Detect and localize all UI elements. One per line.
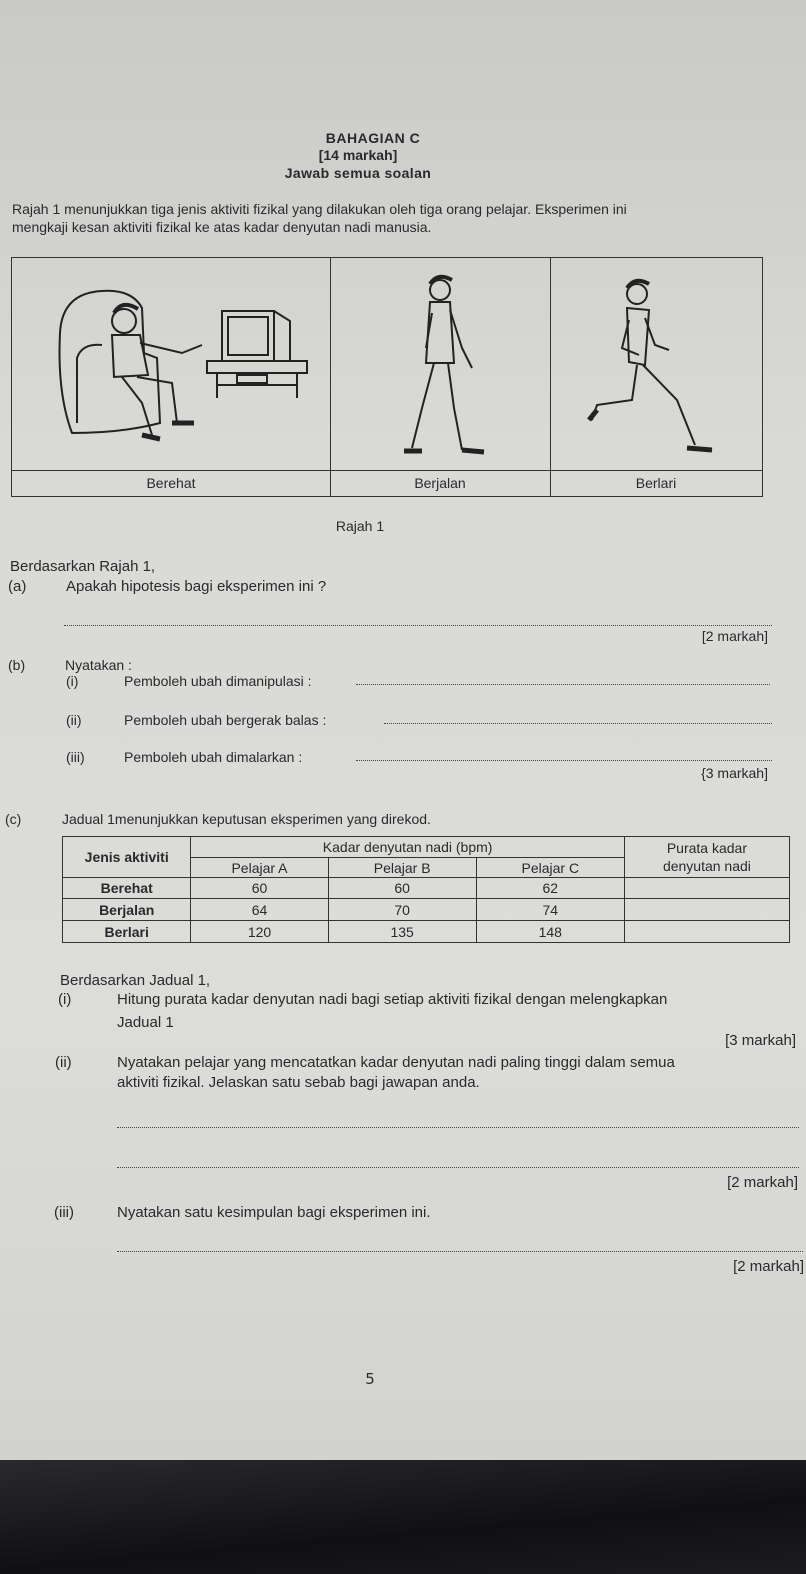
average-answer-cell[interactable]	[624, 921, 789, 943]
value-cell: 62	[476, 878, 624, 899]
answer-line-c-ii-2[interactable]	[117, 1166, 799, 1168]
question-c-iii-label: (iii)	[54, 1204, 74, 1221]
section-marks: [14 markah]	[318, 147, 398, 163]
figure-divider	[330, 258, 331, 496]
question-c-iii-marks: [2 markah]	[733, 1258, 804, 1275]
question-c-iii-text: Nyatakan satu kesimpulan bagi eksperimen ini.	[117, 1204, 431, 1221]
caption-berjalan: Berjalan	[330, 470, 550, 496]
answer-line-a[interactable]	[64, 624, 772, 626]
table-row	[63, 899, 790, 921]
figure-title: Rajah 1	[335, 518, 385, 534]
question-b-ii-label: (ii)	[66, 712, 82, 728]
question-c-i-label: (i)	[58, 991, 72, 1008]
answer-line-b-i[interactable]	[356, 683, 770, 685]
caption-berlari: Berlari	[550, 470, 762, 496]
header-jenis-aktiviti: Jenis aktiviti	[63, 837, 191, 878]
header-purata-line-2: denyutan nadi	[662, 858, 751, 874]
question-c-ii-line-1: Nyatakan pelajar yang mencatatkan kadar denyutan nadi paling tinggi dalam semua	[117, 1054, 675, 1071]
question-a-label: (a)	[8, 578, 27, 595]
answer-line-c-iii[interactable]	[117, 1250, 803, 1252]
table-row	[63, 878, 790, 899]
question-b-i-label: (i)	[66, 673, 79, 689]
table-row	[63, 921, 790, 943]
answer-line-c-ii-1[interactable]	[117, 1126, 799, 1128]
question-a-text: Apakah hipotesis bagi eksperimen ini ?	[66, 578, 327, 595]
value-cell: 70	[328, 899, 476, 921]
header-pelajar-a: Pelajar A	[191, 858, 328, 878]
question-b-ii-text: Pemboleh ubah bergerak balas :	[124, 712, 327, 728]
walking-person-illustration	[382, 268, 502, 468]
header-pelajar-b: Pelajar B	[328, 858, 476, 878]
section-instruction: Jawab semua soalan	[284, 165, 432, 181]
running-person-illustration	[577, 270, 747, 470]
header-purata-line-1: Purata kadar	[666, 840, 748, 856]
intro-line-1: Rajah 1 menunjukkan tiga jenis aktiviti fizikal yang dilakukan oleh tiga orang pelajar. Eksperimen ini	[12, 201, 627, 217]
value-cell: 120	[191, 921, 328, 943]
value-cell: 74	[476, 899, 624, 921]
answer-line-b-iii[interactable]	[356, 759, 772, 761]
question-c-ii-marks: [2 markah]	[727, 1174, 798, 1191]
question-c-ii-label: (ii)	[55, 1054, 72, 1071]
question-b-label: (b)	[8, 657, 26, 673]
question-c-i-line-1: Hitung purata kadar denyutan nadi bagi setiap aktiviti fizikal dengan melengkapkan	[117, 991, 668, 1008]
value-cell: 60	[191, 878, 328, 899]
header-purata	[624, 837, 789, 878]
question-b-iii-label: (iii)	[66, 749, 85, 765]
figure-divider	[550, 258, 551, 496]
question-b-iii-text: Pemboleh ubah dimalarkan :	[124, 749, 303, 765]
resting-person-illustration	[42, 273, 327, 463]
value-cell: 148	[476, 921, 624, 943]
results-table	[62, 836, 790, 943]
figure-rajah-1	[11, 257, 763, 497]
average-answer-cell[interactable]	[624, 899, 789, 921]
question-b-text: Nyatakan :	[65, 657, 132, 673]
question-a-marks: [2 markah]	[701, 628, 768, 644]
value-cell: 60	[328, 878, 476, 899]
question-b-marks: {3 markah]	[701, 765, 768, 781]
intro-line-2: mengkaji kesan aktiviti fizikal ke atas kadar denyutan nadi manusia.	[12, 219, 432, 235]
question-c-i-line-2: Jadual 1	[117, 1014, 174, 1031]
dark-background	[0, 1460, 806, 1574]
average-answer-cell[interactable]	[624, 878, 789, 899]
question-c-label: (c)	[5, 811, 22, 827]
question-c-ii-line-2: aktiviti fizikal. Jelaskan satu sebab bagi jawapan anda.	[117, 1074, 480, 1091]
value-cell: 135	[328, 921, 476, 943]
question-b-i-text: Pemboleh ubah dimanipulasi :	[124, 673, 312, 689]
header-kadar-denyutan: Kadar denyutan nadi (bpm)	[191, 837, 624, 858]
activity-cell: Berlari	[63, 921, 191, 943]
activity-cell: Berehat	[63, 878, 191, 899]
page-number: 5	[365, 1370, 375, 1388]
activity-cell: Berjalan	[63, 899, 191, 921]
based-on-table: Berdasarkan Jadual 1,	[60, 972, 211, 989]
value-cell: 64	[191, 899, 328, 921]
caption-berehat: Berehat	[12, 470, 330, 496]
question-c-i-marks: [3 markah]	[725, 1032, 796, 1049]
answer-line-b-ii[interactable]	[384, 722, 772, 724]
header-pelajar-c: Pelajar C	[476, 858, 624, 878]
section-title: BAHAGIAN C	[325, 130, 421, 146]
question-c-text: Jadual 1menunjukkan keputusan eksperimen yang direkod.	[62, 811, 431, 827]
based-on-figure: Berdasarkan Rajah 1,	[10, 558, 156, 575]
